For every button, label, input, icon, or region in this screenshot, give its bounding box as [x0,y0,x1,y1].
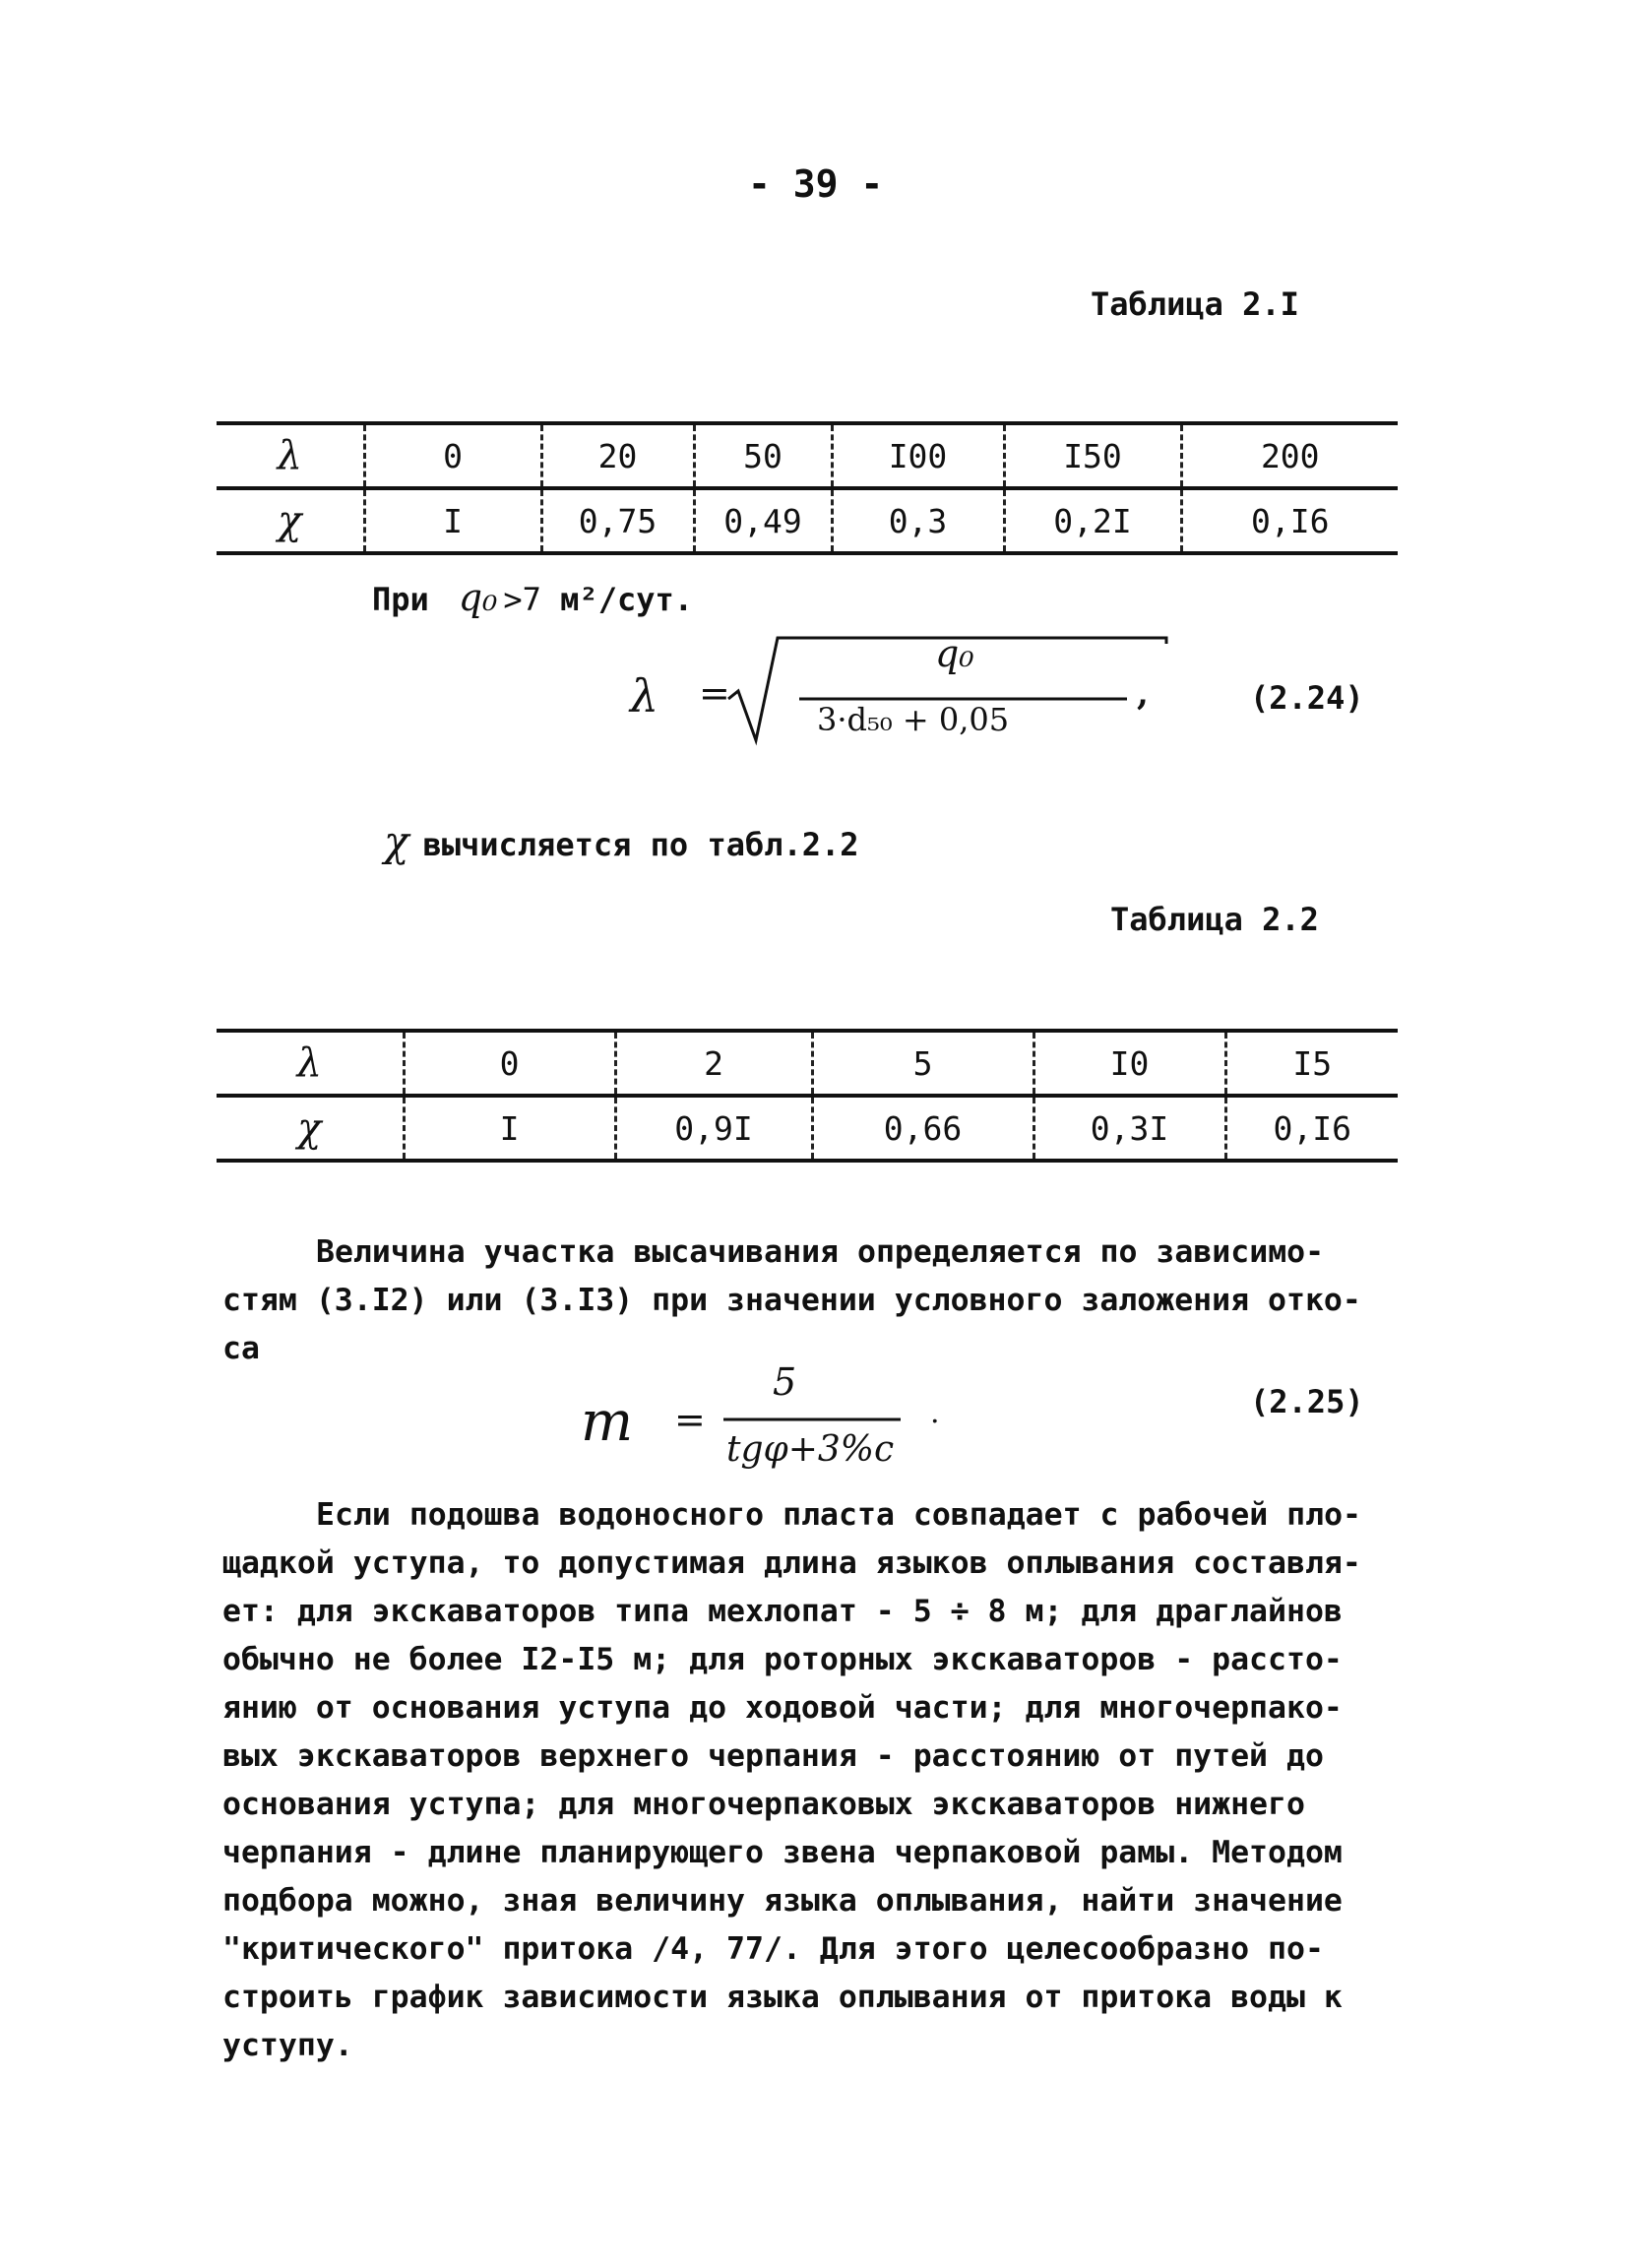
paragraph-line: уступу. [222,2028,353,2063]
paragraph-line: "критического" притока /4, 77/. Для этого целесообразно по- [222,1931,1324,1967]
table-cell: λ [296,1040,322,1086]
formula-2-25 [581,1358,994,1486]
paragraph-line: основания уступа; для многочерпаковых экскаваторов нижнего [222,1787,1305,1822]
paragraph-line: Величина участка высачивания определяется по зависимо- [316,1234,1325,1270]
table-cell: 0,9I [615,1096,812,1161]
table-cell: 0 [404,1031,615,1096]
table-cell: 0,49 [694,488,832,553]
formula-2-24 [630,630,1181,748]
condition-prefix: При [372,581,429,618]
table-cell: 0,2I [1004,488,1181,553]
formula-trail: , [1137,674,1149,714]
paragraph-line: щадкой уступа, то допустимая длина языков оплывания составля- [222,1545,1361,1581]
table-cell: 0,75 [541,488,694,553]
equals-sign: = [699,671,730,715]
paragraph-line: стям (3.I2) или (3.I3) при значении условного заложения отко- [222,1283,1361,1318]
table-cell: χ [217,488,364,553]
table-2-1 [217,421,1398,555]
equation-number: (2.25) [1250,1383,1364,1420]
paragraph-line: вых экскаваторов верхнего черпания - расстоянию от путей до [222,1738,1324,1774]
table-row [217,423,1398,488]
equals-sign: = [674,1398,706,1441]
table-cell: I0 [1033,1031,1225,1096]
paragraph-line: подбора можно, зная величину языка оплывания, найти значение [222,1883,1343,1919]
table-cell: λ [277,433,302,478]
paragraph-line: са [222,1331,260,1366]
table-cell: 2 [615,1031,812,1096]
paragraph-line: строить график зависимости языка оплывания от притока воды к [222,1980,1343,2015]
page-number: - 39 - [748,162,884,206]
table-cell: 5 [812,1031,1033,1096]
table-cell: χ [217,1096,404,1161]
paragraph-line: янию от основания уступа до ходовой части; для многочерпако- [222,1690,1343,1726]
table-cell: I50 [1004,423,1181,488]
table-cell: 50 [694,423,832,488]
table-cell: 0,I6 [1225,1096,1398,1161]
table-cell: 200 [1181,423,1398,488]
equation-number: (2.24) [1250,679,1364,717]
condition-symbol: q₀ [458,576,498,619]
formula-lhs: λ [630,669,659,723]
paragraph-flow-tongues [222,1491,1384,2070]
formula-lhs: m [581,1390,634,1454]
formula-trail: . [930,1396,940,1430]
paragraph-line: обычно не более I2-I5 м; для роторных экскаваторов - рассто- [222,1642,1343,1677]
table-cell: I [404,1096,615,1161]
table-cell: 0,66 [812,1096,1033,1161]
table-cell: 0,3 [832,488,1004,553]
chi-symbol: χ [384,817,409,865]
formula-numerator: 5 [773,1360,797,1404]
table-cell: 0,3I [1033,1096,1225,1161]
chi-note-text: вычисляется по табл.2.2 [422,826,859,863]
table-row [217,488,1398,553]
table-row [217,1096,1398,1161]
table-2-1-caption: Таблица 2.I [1091,285,1299,323]
table-cell: I00 [832,423,1004,488]
formula-denominator: 3·d₅₀ + 0,05 [817,701,1010,738]
paragraph-seepage [222,1228,1384,1373]
table-2-2 [217,1029,1398,1163]
paragraph-line: Если подошва водоносного пласта совпадает с рабочей пло- [316,1497,1362,1533]
condition-relation: >7 [503,581,541,618]
paragraph-line: ет: для экскаваторов типа мехлопат - 5 ÷ 8 м; для драглайнов [222,1594,1343,1629]
chi-note [384,817,859,865]
formula-numerator: q₀ [935,632,974,675]
table-cell: 20 [541,423,694,488]
condition-unit: м²/сут. [560,581,694,618]
table-2-2-caption: Таблица 2.2 [1110,901,1319,938]
formula-denominator: tgφ+3%c [726,1429,895,1470]
condition-line [372,576,693,619]
table-cell: I [364,488,541,553]
table-cell: 0 [364,423,541,488]
table-cell: 0,I6 [1181,488,1398,553]
table-row [217,1031,1398,1096]
table-cell: I5 [1225,1031,1398,1096]
paragraph-line: черпания - длине планирующего звена черпаковой рамы. Методом [222,1835,1343,1870]
